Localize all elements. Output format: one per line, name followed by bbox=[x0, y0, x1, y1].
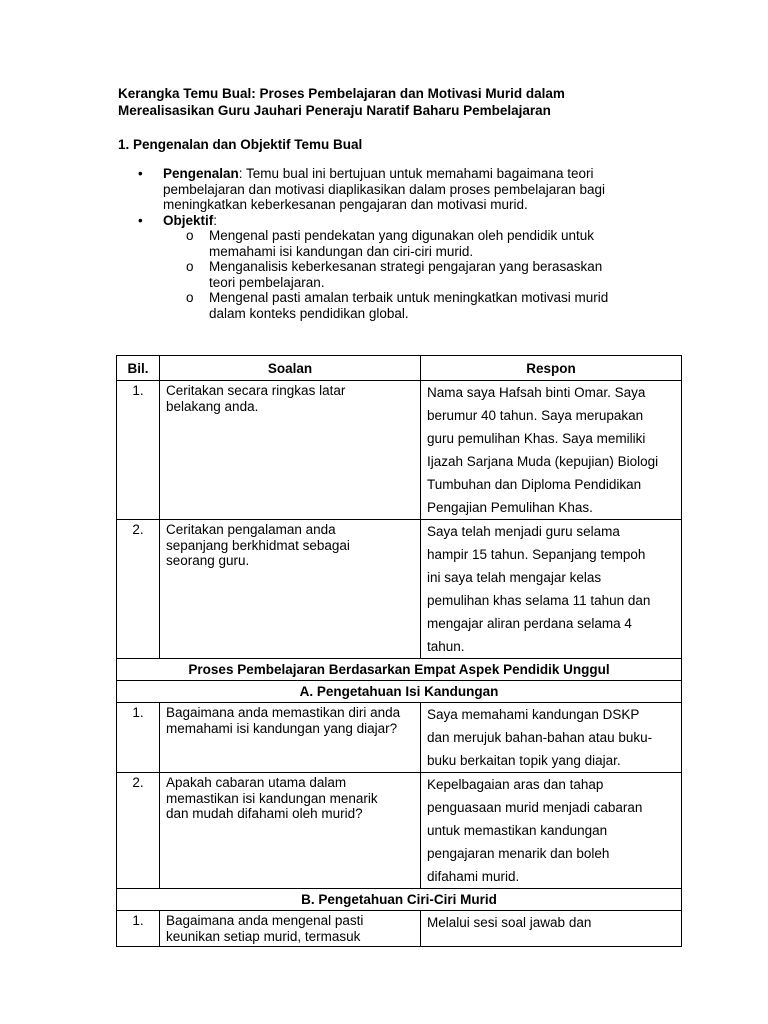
question-cell bbox=[160, 381, 421, 520]
section-row-b bbox=[117, 889, 682, 911]
section-row-a bbox=[117, 681, 682, 703]
section-1-heading: 1. Pengenalan dan Objektif Temu Bual bbox=[118, 137, 363, 152]
response-cell bbox=[421, 520, 682, 659]
response-line: penguasaan murid menjadi cabaran bbox=[427, 800, 643, 815]
response-line: hampir 15 tahun. Sepanjang tempoh bbox=[427, 547, 646, 562]
question-line: keunikan setiap murid, termasuk bbox=[166, 928, 361, 944]
question-line: seorang guru. bbox=[166, 553, 250, 568]
response-line: untuk memastikan kandungan bbox=[427, 823, 608, 838]
response-line: buku berkaitan topik yang diajar. bbox=[427, 753, 621, 768]
response-line: dan merujuk bahan-bahan atau buku- bbox=[427, 730, 653, 745]
question-line: sepanjang berkhidmat sebagai bbox=[166, 537, 350, 553]
response-line: Pengajian Pemulihan Khas. bbox=[427, 500, 593, 515]
objective-item bbox=[118, 228, 678, 259]
objective-item bbox=[118, 259, 678, 290]
sub-bullet: o bbox=[186, 228, 194, 243]
question-cell bbox=[160, 703, 421, 773]
response-line: Tumbuhan dan Diploma Pendidikan bbox=[427, 477, 642, 492]
response-line: Saya memahami kandungan DSKP bbox=[427, 707, 640, 722]
header-respon: Respon bbox=[421, 356, 682, 381]
response-line: guru pemulihan Khas. Saya memiliki bbox=[427, 431, 646, 446]
title-line-1: Kerangka Temu Bual: Proses Pembelajaran dan Motivasi Murid dalam bbox=[118, 86, 565, 101]
question-line: memastikan isi kandungan menarik bbox=[166, 790, 378, 806]
question-line: memahami isi kandungan yang diajar? bbox=[166, 720, 398, 736]
bullet-pengenalan bbox=[118, 166, 678, 213]
bullet-dot: • bbox=[138, 166, 143, 181]
response-line: berumur 40 tahun. Saya merupakan bbox=[427, 408, 644, 423]
response-line: Nama saya Hafsah binti Omar. Saya bbox=[427, 385, 646, 400]
question-cell bbox=[160, 520, 421, 659]
section-row-main bbox=[117, 659, 682, 681]
table-row bbox=[117, 773, 682, 889]
objective-line-1: Menganalisis keberkesanan strategi pengajaran yang berasaskan bbox=[209, 259, 603, 274]
response-line: ini saya telah mengajar kelas bbox=[427, 570, 602, 585]
sub-bullet: o bbox=[186, 259, 194, 274]
question-cell bbox=[160, 773, 421, 889]
response-line: Kepelbagaian aras dan tahap bbox=[427, 777, 604, 792]
response-line: pemulihan khas selama 11 tahun dan bbox=[427, 593, 651, 608]
interview-table bbox=[116, 355, 682, 947]
header-bil: Bil. bbox=[117, 356, 160, 381]
pengenalan-label: Pengenalan bbox=[163, 166, 239, 181]
question-line: Ceritakan secara ringkas latar bbox=[166, 383, 346, 398]
table-row bbox=[117, 703, 682, 773]
objective-item bbox=[118, 290, 678, 321]
response-line: mengajar aliran perdana selama 4 bbox=[427, 616, 632, 631]
table-row bbox=[117, 911, 682, 947]
table-row bbox=[117, 520, 682, 659]
section-title-main: Proses Pembelajaran Berdasarkan Empat Aspek Pendidik Unggul bbox=[117, 659, 682, 681]
response-cell bbox=[421, 703, 682, 773]
response-cell bbox=[421, 773, 682, 889]
sub-bullet: o bbox=[186, 290, 194, 305]
question-line: Bagaimana anda memastikan diri anda bbox=[166, 705, 401, 720]
objective-line-2: dalam konteks pendidikan global. bbox=[209, 305, 409, 321]
intro-list bbox=[118, 166, 678, 321]
bullet-dot: • bbox=[138, 212, 143, 228]
objective-line-2: memahami isi kandungan dan ciri-ciri murid. bbox=[209, 243, 474, 259]
pengenalan-line-2: pembelajaran dan motivasi diaplikasikan dalam proses pembelajaran bagi bbox=[163, 181, 606, 197]
response-line: tahun. bbox=[427, 639, 465, 654]
row-number: 1. bbox=[117, 703, 160, 773]
objektif-colon: : bbox=[213, 212, 218, 228]
question-line: Apakah cabaran utama dalam bbox=[166, 775, 347, 790]
title-line-2: Merealisasikan Guru Jauhari Peneraju Naratif Baharu Pembelajaran bbox=[118, 103, 551, 118]
bullet-objektif bbox=[118, 213, 678, 229]
question-line: Bagaimana anda mengenal pasti bbox=[166, 913, 364, 928]
row-number: 1. bbox=[117, 911, 160, 947]
header-soalan: Soalan bbox=[160, 356, 421, 381]
section-title-a: A. Pengetahuan Isi Kandungan bbox=[117, 681, 682, 703]
response-cell bbox=[421, 911, 682, 947]
row-number: 2. bbox=[117, 520, 160, 659]
question-line: Ceritakan pengalaman anda bbox=[166, 522, 336, 537]
row-number: 2. bbox=[117, 773, 160, 889]
question-cell bbox=[160, 911, 421, 947]
objektif-label: Objektif bbox=[163, 212, 214, 228]
pengenalan-line-3: meningkatkan keberkesanan pengajaran dan motivasi murid. bbox=[163, 197, 528, 212]
objective-line-1: Mengenal pasti pendekatan yang digunakan oleh pendidik untuk bbox=[209, 228, 595, 243]
response-line: Melalui sesi soal jawab dan bbox=[427, 915, 592, 930]
objective-line-2: teori pembelajaran. bbox=[209, 274, 325, 290]
question-line: dan mudah difahami oleh murid? bbox=[166, 806, 363, 821]
row-number: 1. bbox=[117, 381, 160, 520]
question-line: belakang anda. bbox=[166, 398, 259, 414]
response-line: Ijazah Sarjana Muda (kepujian) Biologi bbox=[427, 454, 659, 469]
response-line: pengajaran menarik dan boleh bbox=[427, 846, 610, 861]
objective-list bbox=[118, 228, 678, 321]
table-row bbox=[117, 381, 682, 520]
pengenalan-text: : Temu bual ini bertujuan untuk memahami bagaimana teori bbox=[238, 166, 594, 181]
response-cell bbox=[421, 381, 682, 520]
section-title-b: B. Pengetahuan Ciri-Ciri Murid bbox=[117, 889, 682, 911]
response-line: Saya telah menjadi guru selama bbox=[427, 524, 620, 539]
response-line: difahami murid. bbox=[427, 869, 520, 884]
document-title bbox=[118, 85, 678, 119]
objective-line-1: Mengenal pasti amalan terbaik untuk meningkatkan motivasi murid bbox=[209, 290, 609, 305]
table-header-row bbox=[117, 356, 682, 381]
